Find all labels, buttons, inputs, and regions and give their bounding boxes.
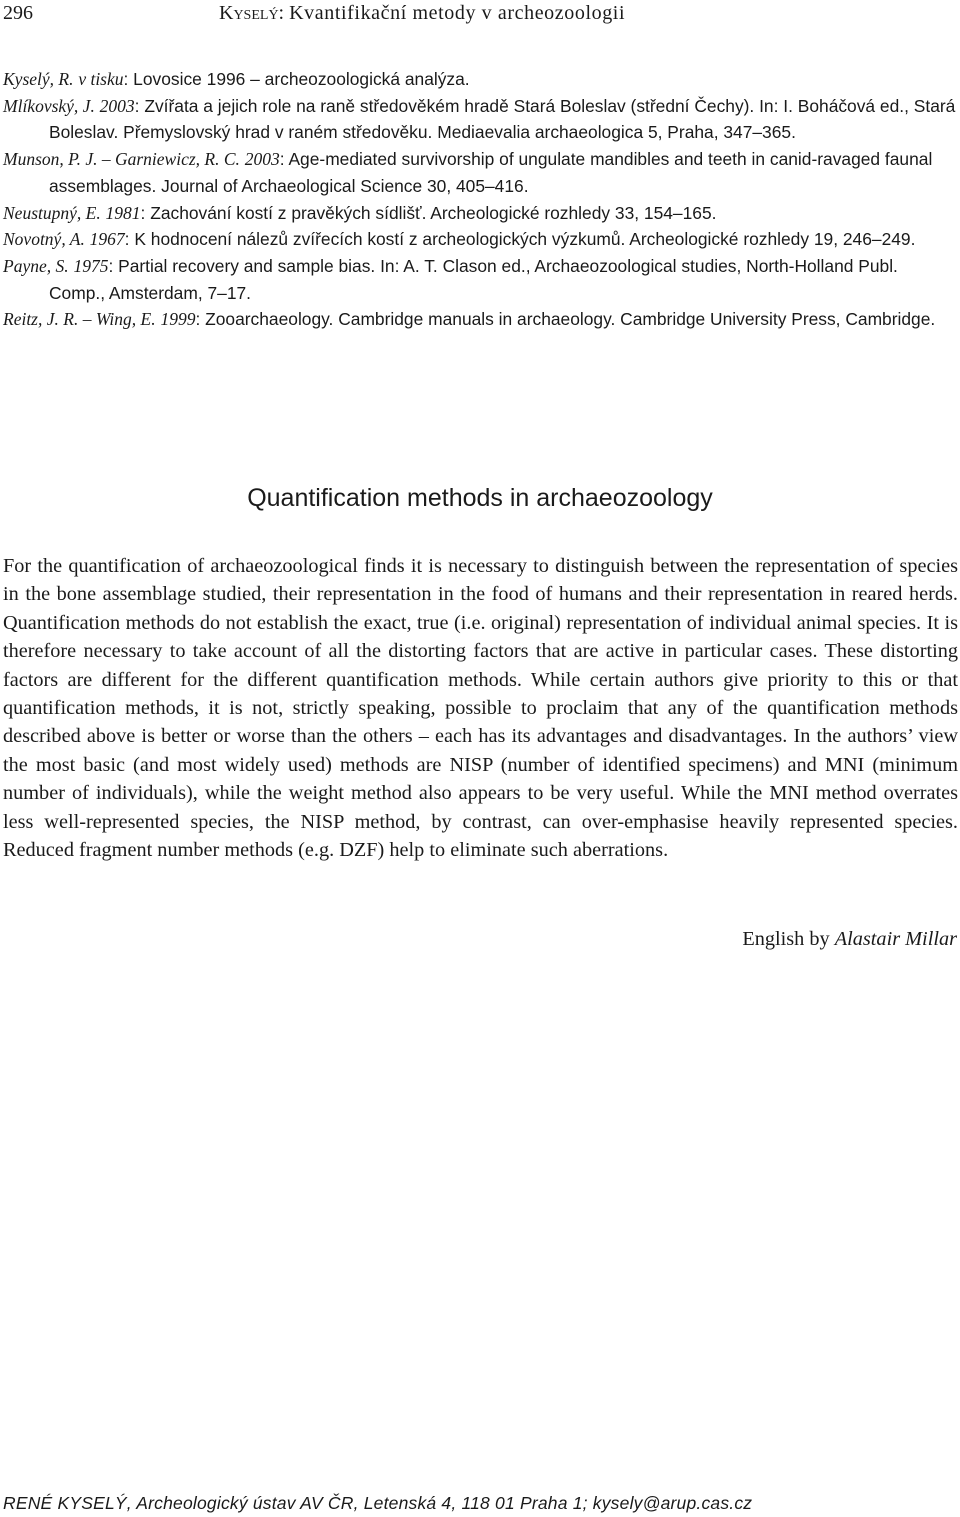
reference-list	[3, 66, 958, 333]
reference-text: : Zachování kostí z pravěkých sídlišť. Archeologické rozhledy 33, 154–165.	[140, 202, 717, 223]
running-header	[3, 2, 625, 25]
abstract-body: For the quantification of archaeozoological finds it is necessary to distinguish between the representation of species in the bone assemblage studied, their representation in the food of humans and their representation in reared herds. Quantification methods do not establish the exact, true (i.e. original) representation of individual animal species. It is therefore necessary to take account of all the distorting factors that are active in particular cases. These distorting factors are different for the different quantification methods. While certain authors give priority to this or that quantification methods, it is not, strictly speaking, possible to proclaim that any of the quantification methods described above is better or worse than the others – each has its advantages and disadvantages. In the authors’ view the most basic (and most widely used) methods are NISP (number of identified specimens) and MNI (minimum number of individuals), while the weight method also appears to be very useful. While the MNI method overrates less well-represented species, the NISP method, by contrast, can over-emphasise heavily represented species. Reduced fragment number methods (e.g. DZF) help to eliminate such aberrations.	[3, 555, 958, 862]
translator-prefix: English by	[742, 928, 835, 950]
reference-year: 2003	[99, 95, 135, 116]
reference-author: Neustupný, E.	[3, 202, 101, 223]
header-title: Kvantifikační metody v archeozoologii	[289, 2, 626, 24]
reference-item	[3, 226, 958, 253]
reference-year: 1975	[73, 255, 109, 276]
reference-year: 1967	[89, 229, 125, 250]
abstract-title: Quantification methods in archaeozoology	[247, 484, 713, 512]
reference-item	[3, 146, 958, 199]
reference-author: Reitz, J. R. – Wing, E.	[3, 309, 156, 330]
reference-author: Novotný, A.	[3, 229, 85, 250]
reference-text: : Zvířata a jejich role na raně středověkém hradě Stará Boleslav (střední Čechy). In: I. Boháčová ed., Stará Boleslav. Přemyslovský hrad v raném středověku. Mediaevalia archaeologica 5, Praha, 347–365.	[49, 95, 956, 143]
reference-item	[3, 253, 958, 306]
reference-item	[3, 306, 958, 333]
reference-item	[3, 93, 958, 146]
header-author: Kyselý:	[219, 2, 285, 24]
reference-text: : K hodnocení nálezů zvířecích kostí z archeologických výzkumů. Archeologické rozhledy 19, 246–249.	[124, 229, 916, 250]
reference-year: 2003	[244, 149, 280, 170]
reference-text: : Zooarchaeology. Cambridge manuals in archaeology. Cambridge University Press, Cambridge.	[195, 309, 936, 330]
reference-author: Mlíkovský, J.	[3, 95, 95, 116]
reference-author: Kyselý, R.	[3, 69, 74, 89]
reference-text: : Lovosice 1996 – archeozoologická analýza.	[123, 69, 470, 89]
reference-text: : Age-mediated survivorship of ungulate mandibles and teeth in canid-ravaged faunal assemblages. Journal of Archaeological Science 30, 405–416.	[49, 149, 933, 196]
reference-author: Munson, P. J. – Garniewicz, R. C.	[3, 149, 240, 170]
reference-text: : Partial recovery and sample bias. In: A. T. Clason ed., Archaeozoological studies, North-Holland Publ. Comp., Amsterdam, 7–17.	[49, 255, 898, 303]
reference-year: 1999	[160, 309, 196, 330]
reference-item	[3, 66, 958, 93]
translator-name: Alastair Millar	[834, 928, 957, 950]
reference-item	[3, 200, 958, 227]
author-affiliation: RENÉ KYSELÝ, Archeologický ústav AV ČR, Letenská 4, 118 01 Praha 1; kysely@arup.cas.cz	[3, 1493, 753, 1513]
page-number: 296	[3, 2, 33, 24]
reference-year: 1981	[105, 202, 141, 223]
translator-credit	[742, 928, 957, 951]
reference-year: v tisku	[78, 69, 124, 89]
reference-author: Payne, S.	[3, 255, 69, 276]
